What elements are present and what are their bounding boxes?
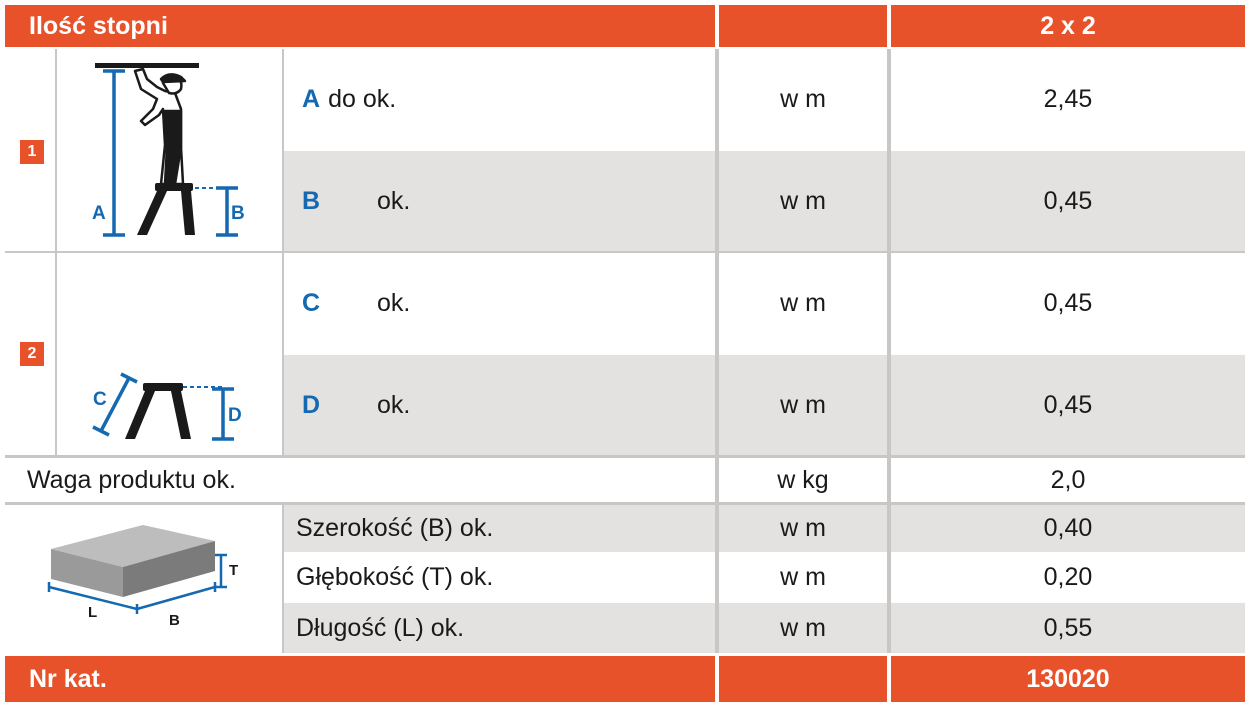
section-2-badge-cell [5, 253, 55, 455]
dim-length-label: Długość (L) ok. [296, 613, 465, 642]
dim-depth-label-cell [284, 554, 715, 601]
row-b-value: 0,45 [1043, 186, 1093, 215]
footer-label-cell [5, 656, 715, 702]
figure-label-b: B [231, 203, 245, 224]
divider [282, 505, 284, 653]
row-a-unit: w m [780, 84, 826, 113]
box-figure-cell [5, 505, 282, 653]
dim-width-unit: w m [780, 514, 826, 542]
divider [715, 49, 719, 653]
dim-length-label-cell [284, 603, 715, 653]
box-label-t: T [229, 562, 239, 579]
row-b-text: ok. [377, 186, 411, 215]
figure-label-a: A [92, 203, 106, 224]
weight-label: Waga produktu ok. [27, 465, 236, 494]
package-box-figure [5, 505, 282, 653]
row-a-value: 2,45 [1043, 84, 1093, 113]
platform-figure [57, 253, 282, 455]
section-1-figure-cell [57, 49, 282, 251]
standing-person-figure [57, 49, 282, 251]
row-c-unit-cell [719, 253, 887, 353]
dim-depth-unit: w m [780, 563, 826, 591]
section-2-figure-cell [57, 253, 282, 455]
divider [5, 455, 1245, 458]
row-a-value-cell [891, 49, 1245, 149]
dim-width-value-cell [891, 505, 1245, 552]
weight-label-cell [5, 458, 715, 502]
row-b-unit-cell [719, 151, 887, 251]
weight-unit: w kg [777, 465, 829, 494]
row-d-value: 0,45 [1043, 390, 1093, 419]
divider [5, 251, 1245, 253]
row-a-letter: A [302, 84, 321, 113]
dim-depth-value-cell [891, 554, 1245, 601]
row-d-letter: D [302, 390, 321, 419]
row-c-value-cell [891, 253, 1245, 353]
weight-value-cell [891, 458, 1245, 502]
dim-width-value: 0,40 [1043, 514, 1093, 542]
footer-value: 130020 [1026, 664, 1110, 693]
divider [887, 49, 891, 653]
row-a-unit-cell [719, 49, 887, 149]
divider [5, 502, 1245, 505]
row-b-value-cell [891, 151, 1245, 251]
dim-width-label: Szerokość (B) ok. [296, 514, 494, 542]
row-d-label-cell [284, 355, 715, 455]
dim-depth-unit-cell [719, 554, 887, 601]
box-label-b: B [169, 612, 180, 629]
dim-length-value-cell [891, 603, 1245, 653]
row-d-text: ok. [377, 390, 411, 419]
dim-depth-label: Głębokość (T) ok. [296, 563, 494, 591]
row-c-label-cell [284, 253, 715, 353]
row-c-letter: C [302, 288, 321, 317]
person-icon [135, 69, 185, 184]
row-c-unit: w m [780, 288, 826, 317]
row-d-unit: w m [780, 390, 826, 419]
weight-value: 2,0 [1050, 465, 1086, 494]
figure-label-d: D [228, 405, 242, 426]
section-1-badge-cell [5, 49, 55, 251]
row-d-value-cell [891, 355, 1245, 455]
section-1-badge: 1 [20, 140, 44, 164]
row-c-text: ok. [377, 288, 411, 317]
dim-width-label-cell [284, 505, 715, 552]
dim-width-unit-cell [719, 505, 887, 552]
box-label-l: L [88, 604, 98, 621]
divider [55, 49, 57, 455]
divider [282, 49, 284, 455]
row-a-label-cell [284, 49, 715, 149]
header-unit-cell [719, 5, 887, 47]
row-b-unit: w m [780, 186, 826, 215]
row-a-text: do ok. [328, 84, 397, 113]
header-value-cell [891, 5, 1245, 47]
header-value: 2 x 2 [1040, 11, 1096, 40]
row-b-label-cell [284, 151, 715, 251]
footer-unit-cell [719, 656, 887, 702]
figure-label-c: C [93, 389, 107, 410]
dim-length-unit: w m [780, 613, 826, 642]
row-d-unit-cell [719, 355, 887, 455]
dim-length-value: 0,55 [1043, 613, 1093, 642]
row-b-letter: B [302, 186, 321, 215]
weight-unit-cell [719, 458, 887, 502]
dim-length-unit-cell [719, 603, 887, 653]
section-2-badge: 2 [20, 342, 44, 366]
row-c-value: 0,45 [1043, 288, 1093, 317]
footer-value-cell [891, 656, 1245, 702]
footer-label: Nr kat. [29, 664, 107, 693]
header-label-cell [5, 5, 715, 47]
header-label: Ilość stopni [29, 11, 168, 40]
dim-depth-value: 0,20 [1043, 563, 1093, 591]
